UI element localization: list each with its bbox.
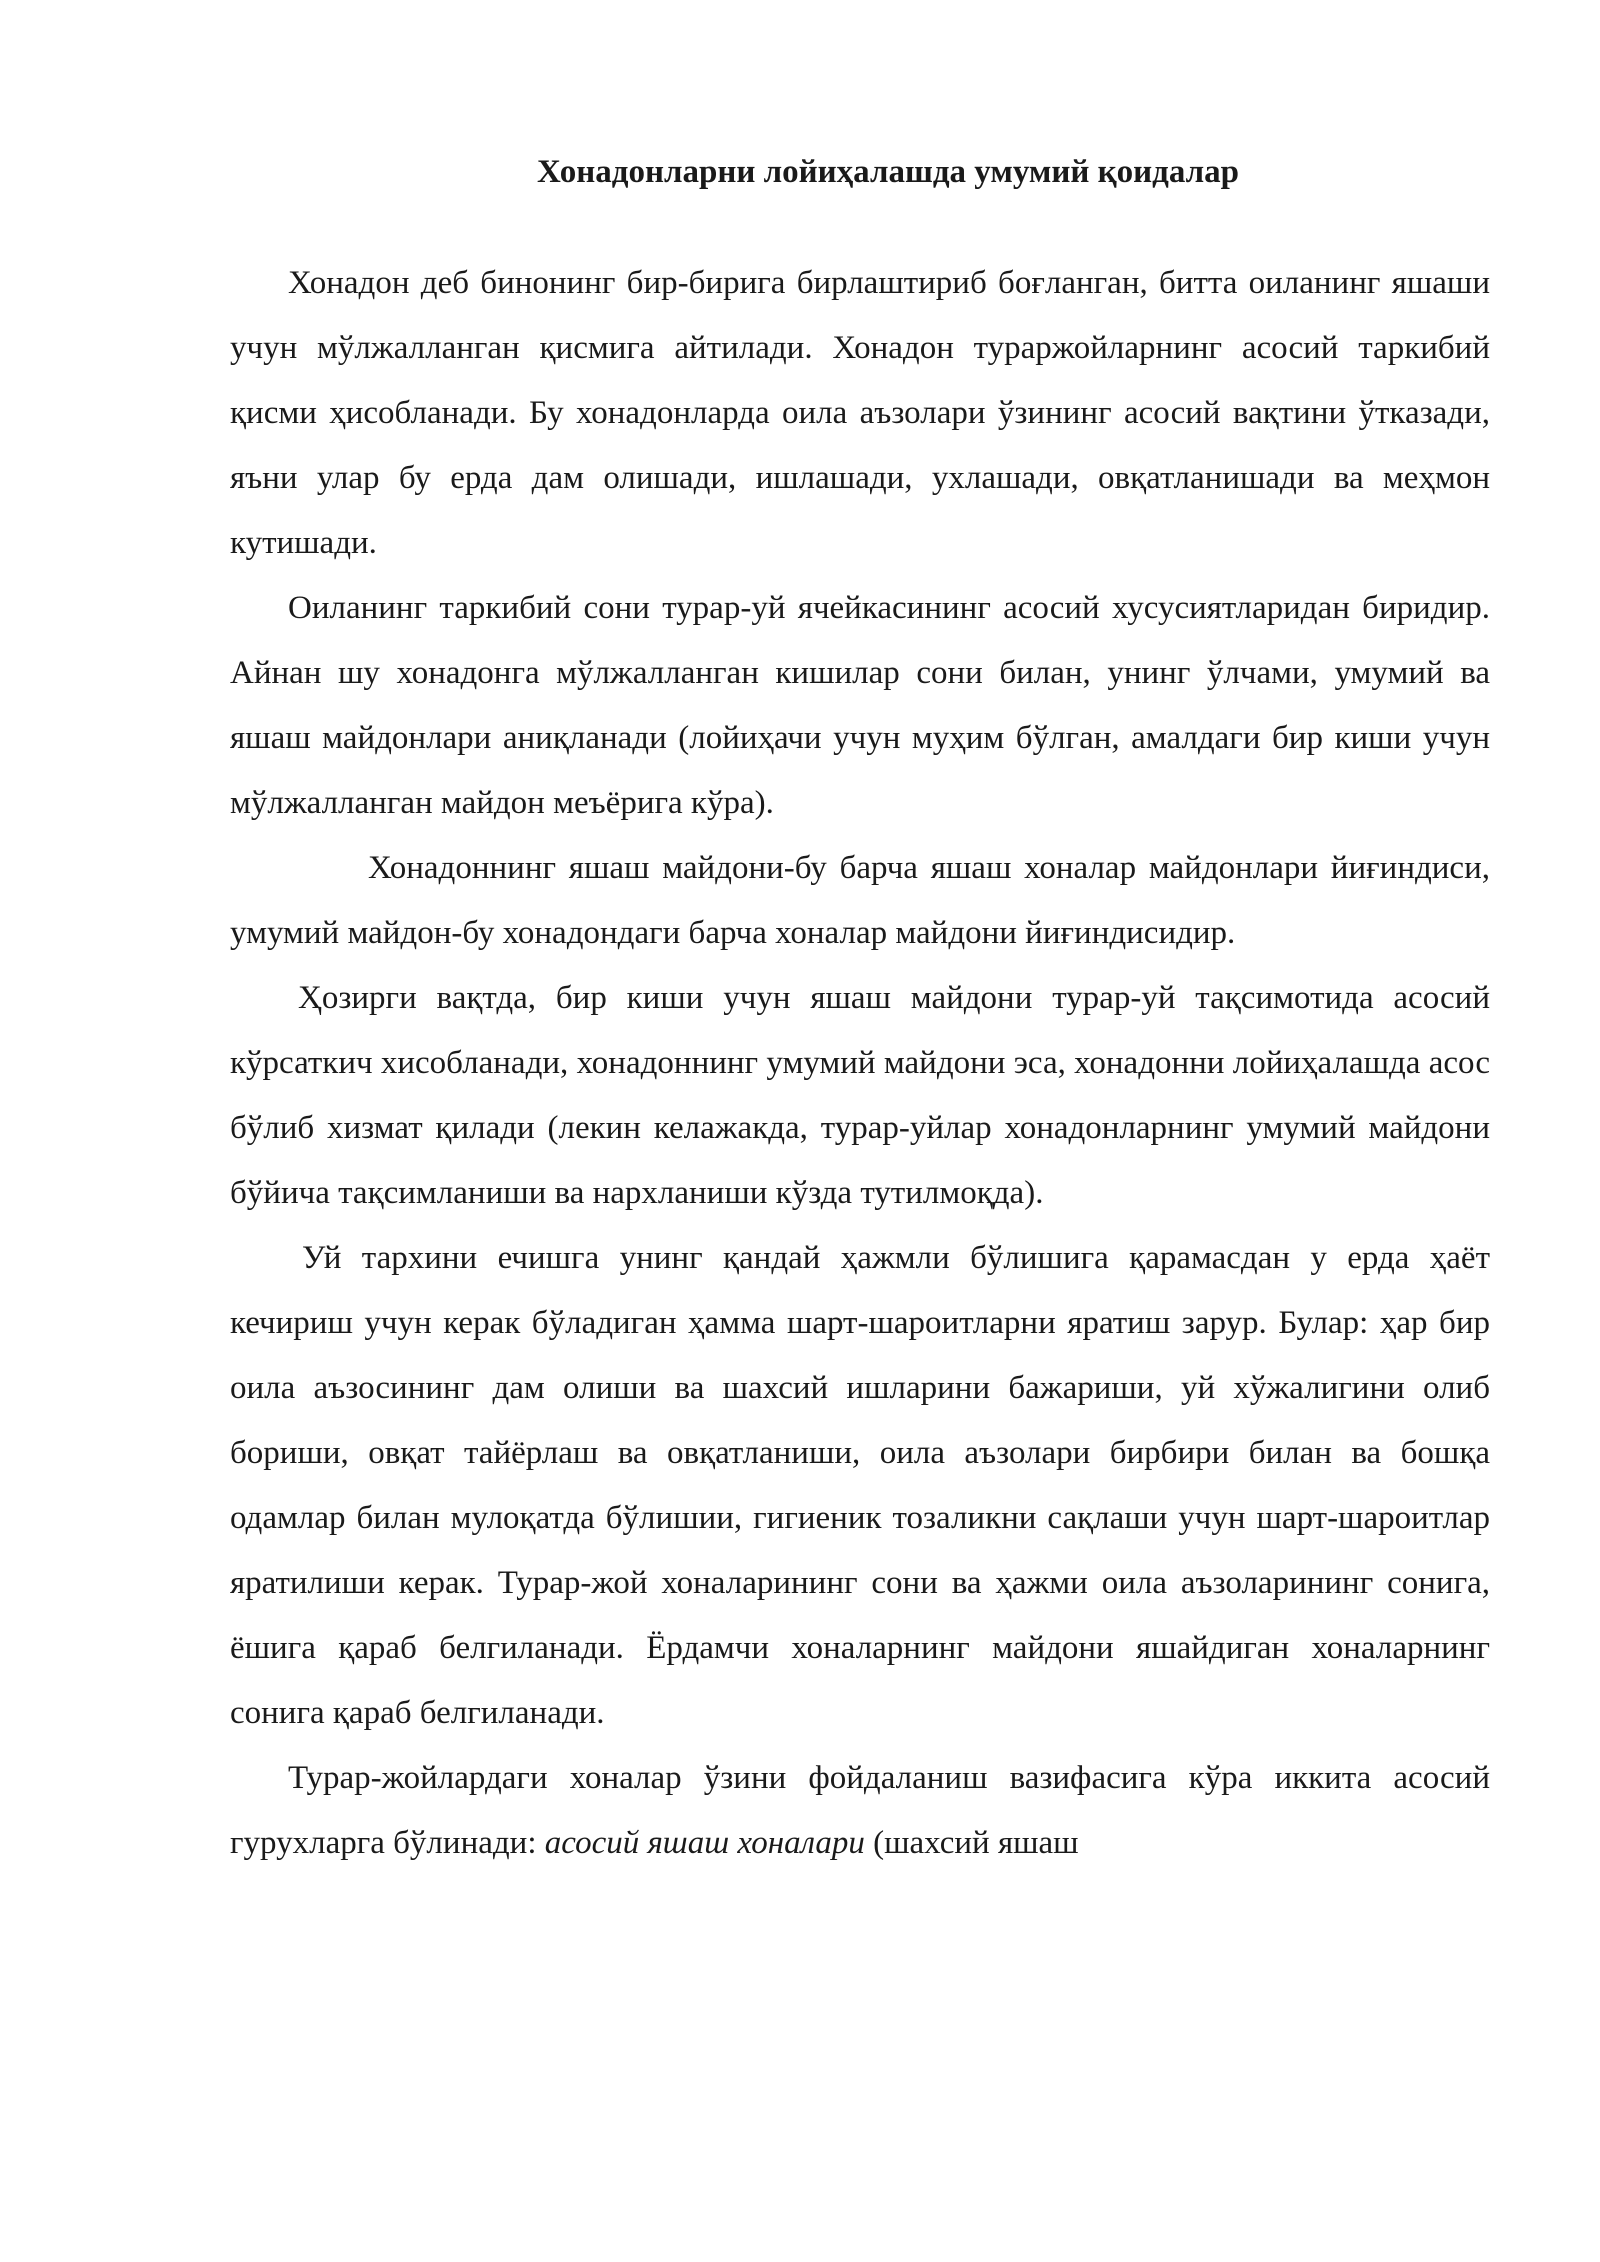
paragraph-6-emphasis: асосий яшаш хоналари bbox=[544, 1825, 865, 1861]
paragraph-2: Оиланинг таркибий сони турар-уй ячейкасининг асосий хусусиятларидан биридир. Айнан шу хонадонга мўлжалланган кишилар сони билан, унинг ўлчами, умумий ва яшаш майдонлари аниқланади (лойиҳачи учун муҳим бўлган, амалдаги бир киши учун мўлжалланган майдон меъёрига кўра). bbox=[230, 590, 1490, 821]
paragraph-3: Хонадоннинг яшаш майдони-бу барча яшаш хоналар майдонлари йиғиндиси, умумий майдон-бу хонадондаги барча хоналар майдони йиғиндисидир. bbox=[230, 850, 1490, 951]
paragraph-6 bbox=[230, 1746, 1490, 1876]
paragraph-4: Ҳозирги вақтда, бир киши учун яшаш майдони турар-уй тақсимотида асосий кўрсаткич хисобланади, хонадоннинг умумий майдони эса, хонадонни лойиҳалашда асос бўлиб хизмат қилади (лекин келажакда, турар-уйлар хонадонларнинг умумий майдони бўйича тақсимланиши ва нархланиши кўзда тутилмоқда). bbox=[230, 980, 1490, 1211]
document-page bbox=[230, 150, 1490, 1876]
paragraph-6-text-before: Турар-жойлардаги хоналар ўзини фойдаланиш вазифасига кўра иккита асосий гурухларга бўлинади: bbox=[230, 1760, 1490, 1861]
document-title: Хонадонларни лойиҳалашда умумий қоидалар bbox=[536, 154, 1240, 190]
paragraph-1: Хонадон деб бинонинг бир-бирига бирлаштириб боғланган, битта оиланинг яшаши учун мўлжалланган қисмига айтилади. Хонадон тураржойларнинг асосий таркибий қисми ҳисобланади. Бу хонадонларда оила аъзолари ўзининг асосий вақтини ўтказади, яъни улар бу ерда дам олишади, ишлашади, ухлашади, овқатланишади ва меҳмон кутишади. bbox=[230, 265, 1490, 561]
paragraph-6-text-after: (шахсий яшаш bbox=[864, 1825, 1079, 1861]
paragraph-5: Уй тархини ечишга унинг қандай ҳажмли бўлишига қарамасдан у ерда ҳаёт кечириш учун керак бўладиган ҳамма шарт-шароитларни яратиш зарур. Булар: ҳар бир оила аъзосининг дам олиши ва шахсий ишларини бажариши, уй хўжалигини олиб бориши, овқат тайёрлаш ва овқатланиши, оила аъзолари бирбири билан ва бошқа одамлар билан мулоқатда бўлишии, гигиеник тозаликни сақлаши учун шарт-шароитлар яратилиши керак. Турар-жой хоналарининг сони ва ҳажми оила аъзоларининг сонига, ёшига қараб белгиланади. Ёрдамчи хоналарнинг майдони яшайдиган хоналарнинг сонига қараб белгиланади. bbox=[230, 1240, 1490, 1731]
